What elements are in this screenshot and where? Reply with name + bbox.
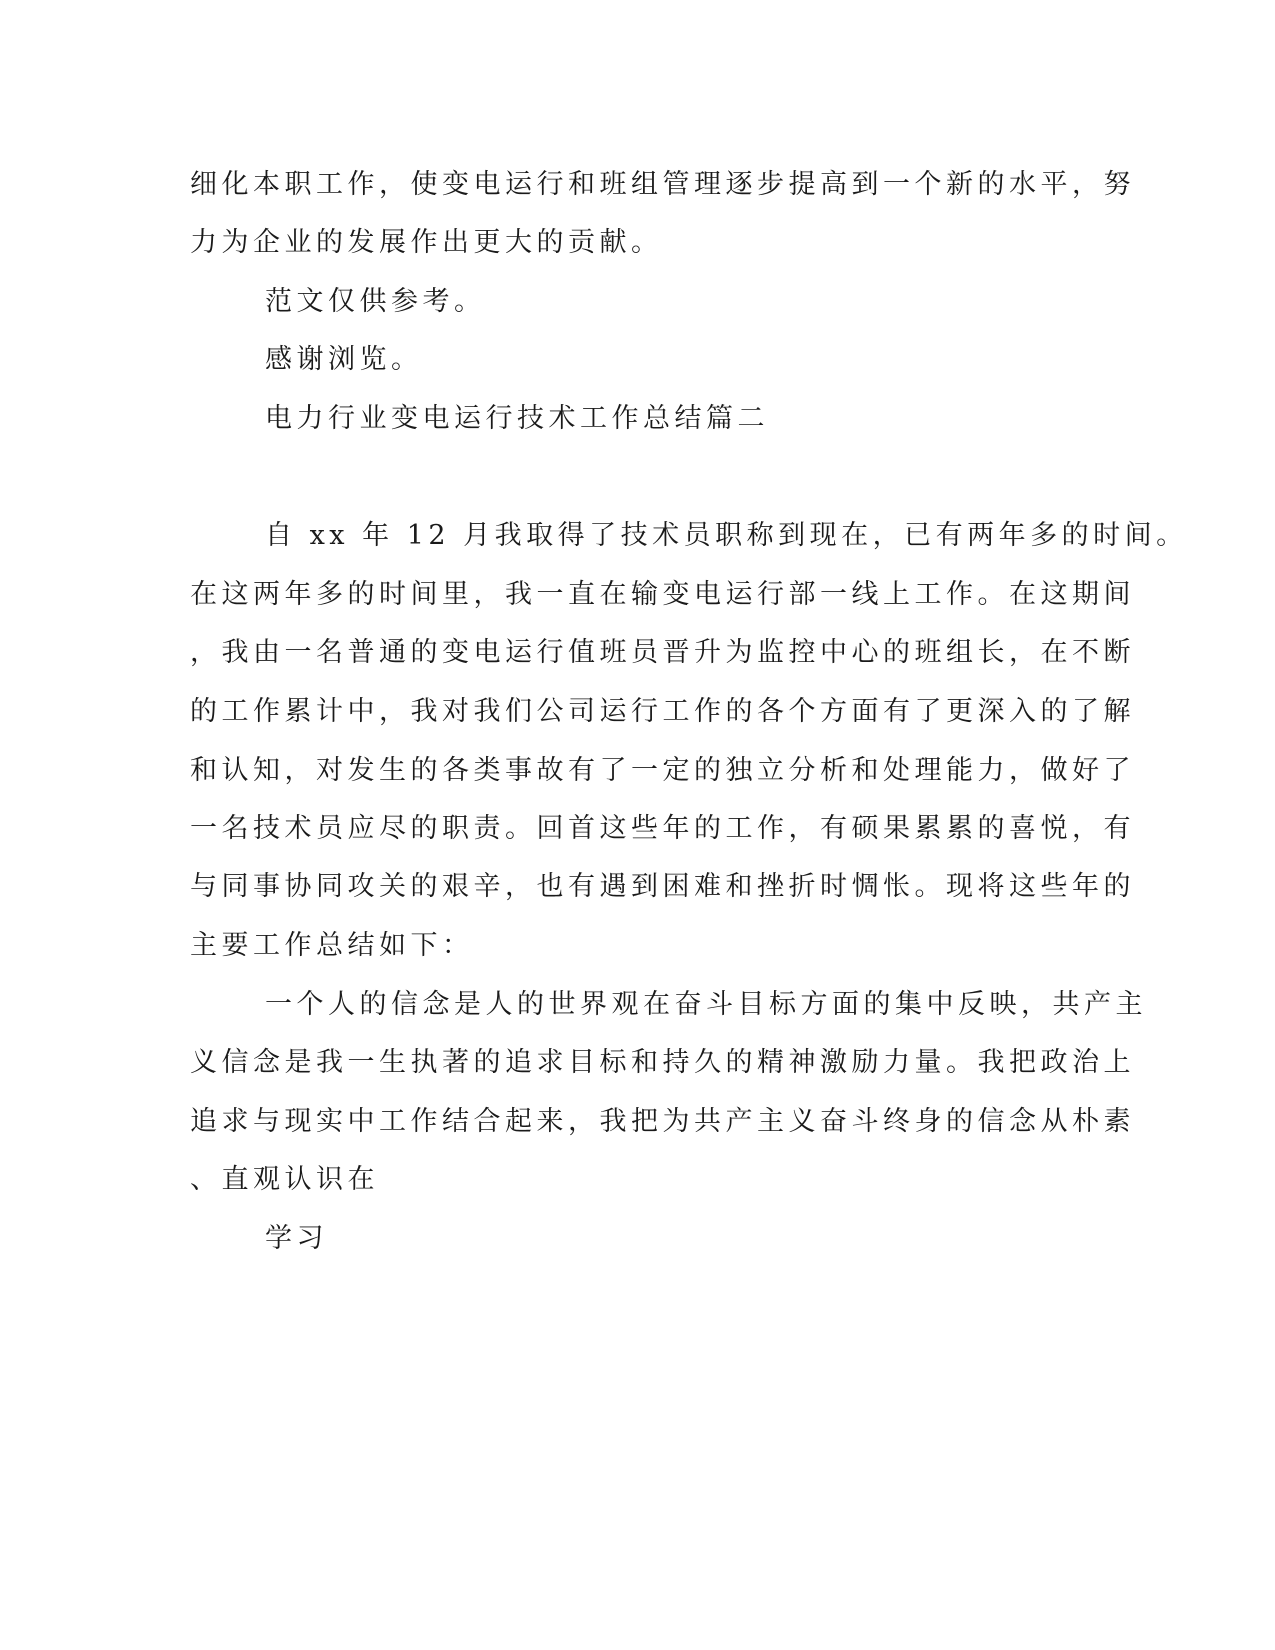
paragraph-line: 、直观认识在 — [190, 1164, 379, 1195]
paragraph-line: 自 xx 年 12 月我取得了技术员职称到现在，已有两年多的时间。 — [265, 520, 1188, 551]
paragraph-line: 和认知，对发生的各类事故有了一定的独立分析和处理能力，做好了 — [190, 755, 1135, 786]
paragraph-line: 主要工作总结如下： — [190, 930, 474, 961]
paragraph-line: 学习 — [265, 1223, 328, 1254]
paragraph-line: 细化本职工作，使变电运行和班组管理逐步提高到一个新的水平，努 — [190, 169, 1135, 200]
paragraph-line: 在这两年多的时间里，我一直在输变电运行部一线上工作。在这期间 — [190, 579, 1135, 610]
paragraph-line: ，我由一名普通的变电运行值班员晋升为监控中心的班组长，在不断 — [190, 637, 1135, 668]
closing-note: 范文仅供参考。 — [265, 286, 486, 317]
paragraph-line: 与同事协同攻关的艰辛，也有遇到困难和挫折时惆怅。现将这些年的 — [190, 871, 1135, 902]
section-title: 电力行业变电运行技术工作总结篇二 — [265, 403, 769, 434]
paragraph-line: 一个人的信念是人的世界观在奋斗目标方面的集中反映，共产主 — [265, 989, 1147, 1020]
paragraph-line: 追求与现实中工作结合起来，我把为共产主义奋斗终身的信念从朴素 — [190, 1106, 1135, 1137]
paragraph-line: 力为企业的发展作出更大的贡献。 — [190, 227, 663, 258]
closing-note: 感谢浏览。 — [265, 344, 423, 375]
paragraph-line: 义信念是我一生执著的追求目标和持久的精神激励力量。我把政治上 — [190, 1047, 1135, 1078]
paragraph-line: 的工作累计中，我对我们公司运行工作的各个方面有了更深入的了解 — [190, 696, 1135, 727]
paragraph-line: 一名技术员应尽的职责。回首这些年的工作，有硕果累累的喜悦，有 — [190, 813, 1135, 844]
